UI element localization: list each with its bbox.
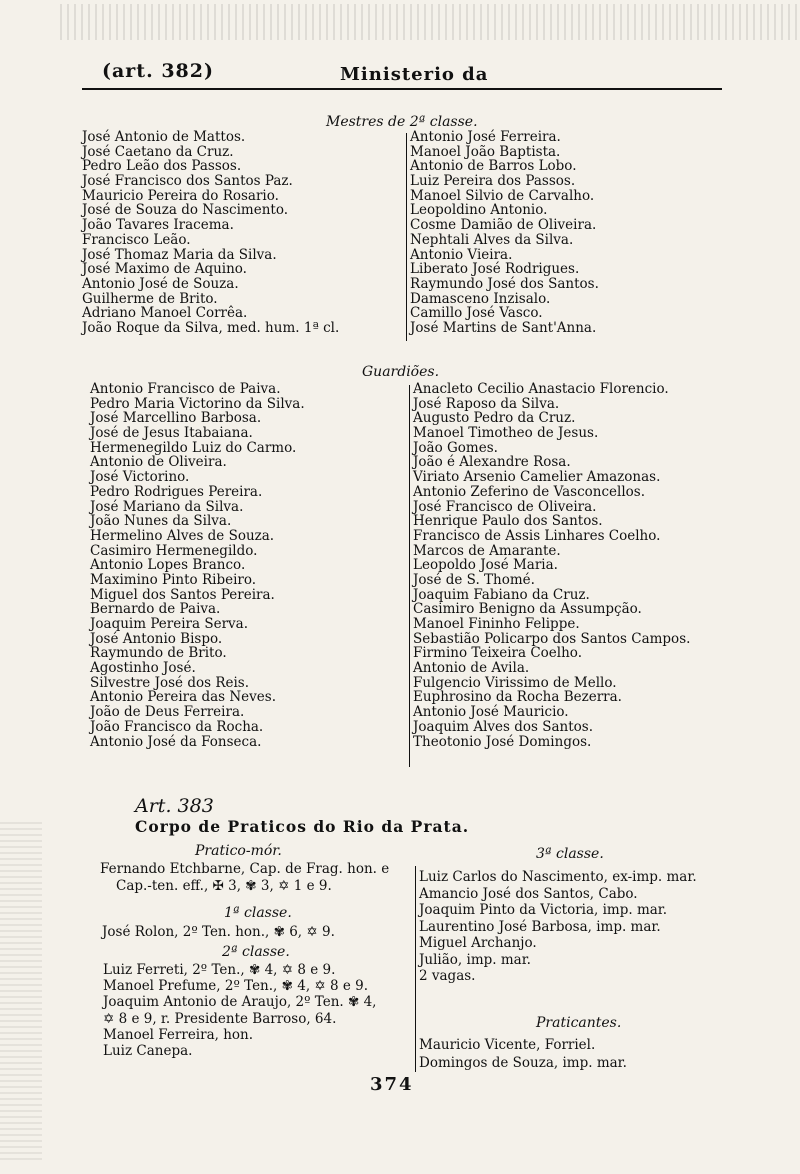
- terceira-classe-title: 3ª classe.: [536, 846, 604, 862]
- list-item: João Gomes.: [413, 439, 498, 456]
- list-item: Maximino Pinto Ribeiro.: [90, 571, 257, 588]
- list-item: João Roque da Silva, med. hum. 1ª cl.: [82, 319, 340, 336]
- list-item: José de Jesus Itabaiana.: [90, 425, 253, 442]
- column-rule: [415, 866, 416, 1072]
- segunda-classe-list: [103, 962, 376, 1059]
- list-item: Marcos de Amarante.: [413, 542, 561, 559]
- list-item: João de Deus Ferreira.: [90, 704, 245, 721]
- list-item: Casimiro Benigno da Assumpção.: [413, 601, 642, 618]
- list-item: Antonio Zeferino de Vasconcellos.: [413, 483, 645, 500]
- list-item: Theotonio José Domingos.: [413, 733, 592, 750]
- list-item: Antonio José da Fonseca.: [90, 733, 262, 750]
- list-item: Euphrosino da Rocha Bezerra.: [413, 689, 622, 706]
- list-item: Camillo José Vasco.: [410, 305, 543, 322]
- list-item: Bernardo de Paiva.: [90, 601, 221, 618]
- list-item: Hermenegildo Luiz do Carmo.: [90, 439, 297, 456]
- list-item: Agostinho José.: [90, 660, 196, 677]
- list-item: Miguel Archanjo.: [419, 935, 537, 951]
- list-item: Joaquim Alves dos Santos.: [413, 718, 593, 735]
- list-item: Antonio Lopes Branco.: [90, 557, 246, 574]
- list-item: José de Souza do Nascimento.: [82, 202, 289, 219]
- list-item: Pedro Rodrigues Pereira.: [90, 483, 263, 500]
- list-item: Viriato Arsenio Camelier Amazonas.: [413, 469, 661, 486]
- list-item: Miguel dos Santos Pereira.: [90, 586, 275, 603]
- list-item: Antonio Vieira.: [410, 246, 513, 263]
- list-item: Joaquim Antonio de Araujo, 2º Ten. ✾ 4,: [103, 994, 377, 1011]
- list-item: José de S. Thomé.: [413, 571, 535, 588]
- list-item: Manoel Ferreira, hon.: [103, 1026, 254, 1043]
- list-item: Cosme Damião de Oliveira.: [410, 217, 597, 234]
- section-title-guardioes: Guardiões.: [362, 364, 440, 380]
- list-item: Guilherme de Brito.: [82, 290, 218, 307]
- list-item: Mauricio Vicente, Forriel.: [419, 1037, 596, 1053]
- pratico-mor-line: Fernando Etchbarne, Cap. de Frag. hon. e: [100, 861, 390, 877]
- list-item: Hermelino Alves de Souza.: [90, 527, 275, 544]
- running-header: Ministerio da: [340, 64, 489, 85]
- list-item: Francisco de Assis Linhares Coelho.: [413, 527, 661, 544]
- list-item: José Antonio Bispo.: [90, 630, 223, 647]
- mestres-left-column: [82, 130, 339, 336]
- list-item: José Francisco dos Santos Paz.: [82, 173, 293, 190]
- list-item: Damasceno Inzisalo.: [410, 290, 551, 307]
- list-item: Antonio de Avila.: [413, 660, 530, 677]
- list-item: João Tavares Iracema.: [82, 217, 234, 234]
- list-item: José Marcellino Barbosa.: [90, 410, 262, 427]
- list-item: José Antonio de Mattos.: [82, 129, 246, 145]
- list-item: Mauricio Pereira do Rosario.: [82, 187, 279, 204]
- list-item: Luiz Ferreti, 2º Ten., ✾ 4, ✡ 8 e 9.: [103, 962, 336, 978]
- praticantes-list: [419, 1036, 627, 1072]
- pratico-mor-line: Cap.-ten. eff., ✠ 3, ✾ 3, ✡ 1 e 9.: [116, 878, 332, 894]
- list-item: Antonio de Barros Lobo.: [410, 158, 577, 175]
- article-reference: (art. 382): [102, 60, 214, 82]
- list-item: Liberato José Rodrigues.: [410, 261, 580, 278]
- list-item: José Victorino.: [90, 469, 190, 486]
- list-item: Manoel Fininho Felippe.: [413, 616, 580, 632]
- list-item: José Maximo de Aquino.: [82, 261, 247, 278]
- list-item: Manoel Silvio de Carvalho.: [410, 187, 595, 204]
- list-item: 2 vagas.: [419, 968, 476, 984]
- guardioes-left-column: [90, 382, 305, 749]
- list-item: Luiz Carlos do Nascimento, ex-imp. mar.: [419, 869, 697, 885]
- list-item: Manoel João Baptista.: [410, 143, 561, 160]
- section-title-mestres: Mestres de 2ª classe.: [326, 114, 478, 130]
- list-item: Julião, imp. mar.: [419, 951, 531, 968]
- list-item: José Caetano da Cruz.: [82, 143, 234, 160]
- list-item: ✡ 8 e 9, r. Presidente Barroso, 64.: [103, 1010, 337, 1027]
- list-item: Anacleto Cecilio Anastacio Florencio.: [413, 381, 669, 397]
- article-heading: Corpo de Praticos do Rio da Prata.: [135, 817, 470, 836]
- list-item: Casimiro Hermenegildo.: [90, 542, 258, 559]
- list-item: Antonio de Oliveira.: [90, 454, 227, 471]
- list-item: Laurentino José Barbosa, imp. mar.: [419, 918, 661, 935]
- list-item: José Martins de Sant'Anna.: [410, 319, 597, 336]
- list-item: Sebastião Policarpo dos Santos Campos.: [413, 630, 691, 647]
- list-item: Pedro Maria Victorino da Silva.: [90, 395, 305, 412]
- list-item: Raymundo José dos Santos.: [410, 275, 599, 292]
- list-item: Luiz Canepa.: [103, 1042, 193, 1059]
- list-item: Domingos de Souza, imp. mar.: [419, 1055, 627, 1071]
- list-item: Fulgencio Virissimo de Mello.: [413, 674, 617, 691]
- list-item: Pedro Leão dos Passos.: [82, 158, 242, 175]
- primeira-classe-title: 1ª classe.: [224, 905, 292, 921]
- list-item: Antonio Francisco de Paiva.: [90, 381, 281, 397]
- list-item: Silvestre José dos Reis.: [90, 674, 250, 691]
- list-item: José Francisco de Oliveira.: [413, 498, 597, 515]
- pratico-mor-title: Pratico-mór.: [195, 843, 282, 859]
- column-rule: [406, 133, 407, 341]
- list-item: Raymundo de Brito.: [90, 645, 227, 662]
- praticantes-title: Praticantes.: [536, 1015, 622, 1031]
- list-item: Luiz Pereira dos Passos.: [410, 173, 576, 190]
- list-item: Firmino Teixeira Coelho.: [413, 645, 582, 662]
- list-item: João Francisco da Rocha.: [90, 718, 264, 735]
- list-item: Joaquim Pereira Serva.: [90, 616, 249, 632]
- segunda-classe-title: 2ª classe.: [222, 944, 290, 960]
- list-item: Augusto Pedro da Cruz.: [413, 410, 576, 427]
- list-item: Antonio José Mauricio.: [413, 704, 569, 721]
- list-item: Adriano Manoel Corrêa.: [82, 305, 248, 322]
- list-item: Henrique Paulo dos Santos.: [413, 513, 603, 530]
- scan-noise-top: [60, 4, 800, 40]
- mestres-right-column: [410, 130, 599, 336]
- list-item: Nephtali Alves da Silva.: [410, 231, 574, 248]
- list-item: José Mariano da Silva.: [90, 498, 244, 515]
- list-item: Francisco Leão.: [82, 231, 191, 248]
- list-item: João é Alexandre Rosa.: [413, 454, 571, 471]
- list-item: Manoel Prefume, 2º Ten., ✾ 4, ✡ 8 e 9.: [103, 978, 369, 995]
- page-number: 374: [370, 1074, 414, 1095]
- guardioes-right-column: [413, 382, 690, 749]
- list-item: Antonio José Ferreira.: [410, 129, 561, 145]
- list-item: Leopoldino Antonio.: [410, 202, 548, 219]
- list-item: Joaquim Fabiano da Cruz.: [413, 586, 590, 603]
- list-item: José Thomaz Maria da Silva.: [82, 246, 277, 263]
- article-number: Art. 383: [135, 795, 214, 817]
- primeira-classe-line: José Rolon, 2º Ten. hon., ✾ 6, ✡ 9.: [102, 924, 335, 940]
- list-item: Antonio Pereira das Neves.: [90, 689, 276, 706]
- terceira-classe-list: [419, 869, 697, 985]
- list-item: João Nunes da Silva.: [90, 513, 232, 530]
- list-item: José Raposo da Silva.: [413, 395, 560, 412]
- scan-noise-left: [0, 820, 42, 1160]
- list-item: Joaquim Pinto da Victoria, imp. mar.: [419, 902, 668, 918]
- list-item: Amancio José dos Santos, Cabo.: [419, 885, 638, 902]
- list-item: Antonio José de Souza.: [82, 275, 239, 292]
- list-item: Manoel Timotheo de Jesus.: [413, 425, 599, 442]
- column-rule: [409, 385, 410, 767]
- list-item: Leopoldo José Maria.: [413, 557, 558, 574]
- header-rule: [82, 88, 722, 90]
